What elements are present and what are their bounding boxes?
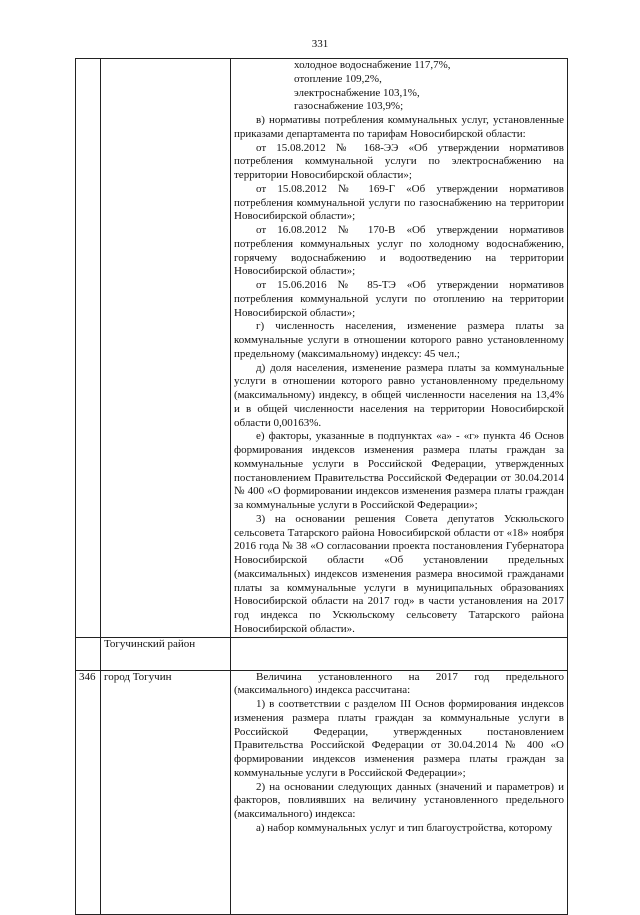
page-number: 331	[311, 38, 329, 50]
paragraph: электроснабжение 103,1%,	[294, 86, 420, 99]
paragraph: от 15.06.2016 № 85-ТЭ «Об утверждении нормативов потребления коммунальной услуги по отоплению на территории Новосибирской области»;	[234, 279, 564, 319]
paragraph: е) факторы, указанные в подпунктах «а» - «г» пункта 46 Основ формирования индексов изменения размера платы граждан за коммунальные услуги в Российской Федерации, утвержденных постановлением Правительства Российской Федерации от 30.04.2014 № 400 «О формировании индексов изменения размера платы граждан за коммунальные услуги в Российской Федерации»;	[234, 430, 564, 511]
document-table	[75, 58, 568, 915]
paragraph: 2) на основании следующих данных (значений и параметров) и факторов, повлиявших на величину установленного предельного (максимального) индекса:	[234, 780, 564, 820]
paragraph: отопление 109,2%,	[294, 72, 382, 85]
table-row	[76, 670, 568, 914]
municipality-cell	[101, 59, 231, 638]
row-number-cell: 346	[76, 670, 101, 914]
district-heading: Тогучинский район	[104, 637, 196, 650]
table-row	[76, 637, 568, 670]
justification-cell	[231, 59, 568, 638]
row-number-cell	[76, 59, 101, 638]
paragraph: Величина установленного на 2017 год предельного (максимального) индекса рассчитана:	[234, 670, 564, 697]
justification-cell	[231, 670, 568, 914]
paragraph: 1) в соответствии с разделом III Основ формирования индексов изменения размера платы граждан за коммунальные услуги в Российской Федерации, утвержденных постановлением Правительства Российской Федерации от 30.04.2014 № 400 «О формировании индексов изменения размера платы граждан за коммунальные услуги в Российской Федерации»;	[234, 698, 564, 779]
justification-cell	[231, 637, 568, 670]
table-row	[76, 59, 568, 638]
paragraph: от 15.08.2012 № 169-Г «Об утверждении нормативов потребления коммунальной услуги по газоснабжению на территории Новосибирской области»;	[234, 182, 564, 223]
paragraph: в) нормативы потребления коммунальных услуг, установленные приказами департамента по тарифам Новосибирской области:	[234, 114, 564, 140]
paragraph: от 15.08.2012 № 168-ЭЭ «Об утверждении нормативов потребления коммунальной услуги по электроснабжению на территории Новосибирской области»;	[234, 141, 564, 181]
paragraph: от 16.08.2012 № 170-В «Об утверждении нормативов потребления коммунальных услуг по холодному водоснабжению, горячему водоснабжению и водоотведению на территории Новосибирской области»;	[234, 224, 564, 278]
paragraph: 3) на основании решения Совета депутатов Ускюльского сельсовета Татарского района Новосибирской области от «18» ноября 2016 года № 38 «О согласовании проекта постановления Губернатора Новосибирской области «Об установлении предельных (максимальных) индексов изменения размера вносимой гражданами платы за коммунальные услуги в муниципальных образованиях Новосибирской области на 2017 год» в части установления на 2017 год индекса по Ускюльскому сельсовету Татарского района Новосибирской области».	[234, 512, 564, 635]
paragraph: холодное водоснабжение 117,7%,	[294, 59, 451, 71]
paragraph: д) доля населения, изменение размера платы за коммунальные услуги в отношении которого равно установленному предельному (максимальному) индексу, в общей численности населения на 13,4% и в общей численности населения на территории Новосибирской области 0,00163%.	[234, 361, 564, 429]
paragraph: а) набор коммунальных услуг и тип благоустройства, которому	[256, 821, 553, 834]
district-heading-cell	[101, 637, 231, 670]
municipality-cell: город Тогучин	[101, 670, 231, 914]
paragraph: газоснабжение 103,9%;	[294, 100, 404, 113]
paragraph: г) численность населения, изменение размера платы за коммунальные услуги в отношении которого равно установленному предельному (максимальному) индексу: 45 чел.;	[234, 320, 564, 360]
row-number-cell	[76, 637, 101, 670]
